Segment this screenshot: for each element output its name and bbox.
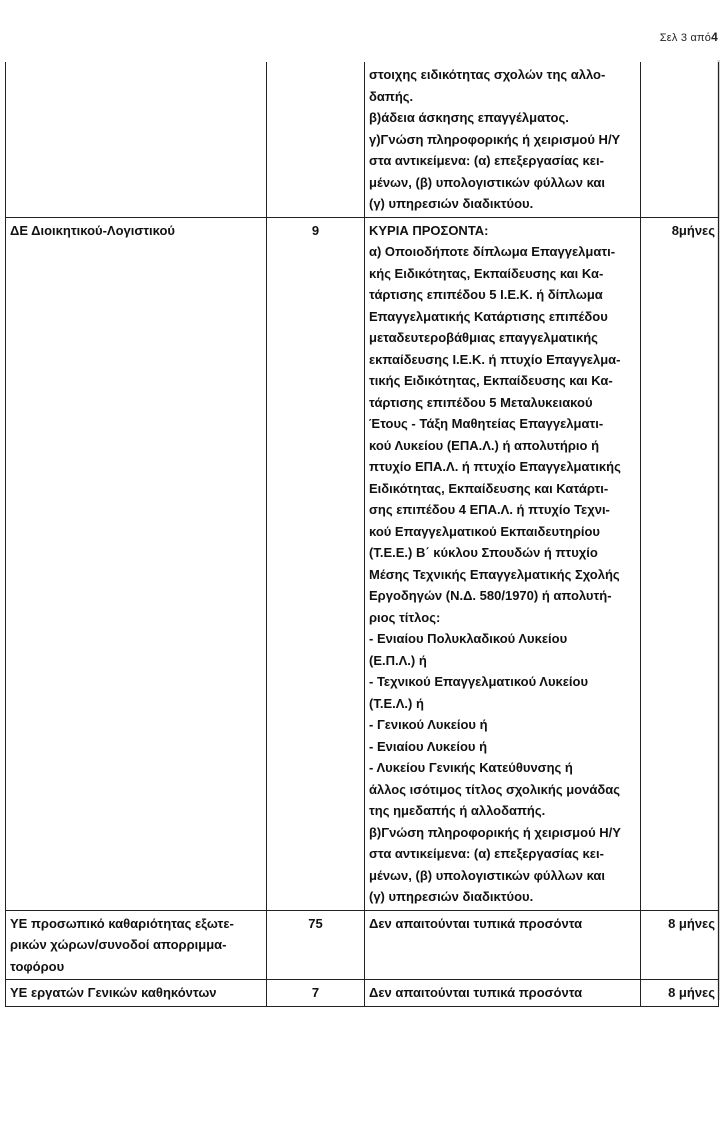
table-row bbox=[6, 910, 719, 980]
qualification-line: - Γενικού Λυκείου ή bbox=[369, 717, 488, 732]
qualification-line: - Λυκείου Γενικής Κατεύθυνσης ή bbox=[369, 760, 573, 775]
qualification-line: δαπής. bbox=[369, 88, 414, 104]
position-title-line: ΥΕ προσωπικό καθαριότητας εξωτε- bbox=[10, 915, 234, 931]
table-row bbox=[6, 62, 719, 217]
position-count: 75 bbox=[308, 915, 323, 931]
qualification-line: της ημεδαπής ή αλλοδαπής. bbox=[369, 803, 546, 818]
qualification-line: κού Επαγγελματικού Εκπαιδευτηρίου bbox=[369, 523, 600, 539]
page-number-separator: από bbox=[690, 32, 712, 44]
qualification-line: β)Γνώση πληροφορικής ή χειρισμού Η/Υ bbox=[369, 824, 621, 840]
position-count-cell bbox=[267, 62, 365, 217]
contract-duration: 8μήνες bbox=[671, 222, 715, 238]
position-title-cell bbox=[6, 217, 267, 910]
qualification-line: άλλος ισότιμος τίτλος σχολικής μονάδας bbox=[369, 781, 620, 797]
table-row bbox=[6, 217, 719, 910]
qualification-line: (Τ.Ε.Ε.) Β΄ κύκλου Σπουδών ή πτυχίο bbox=[369, 545, 598, 560]
qualification-line: Δεν απαιτούνται τυπικά προσόντα bbox=[369, 915, 583, 931]
qualification-line: στα αντικείμενα: (α) επεξεργασίας κει- bbox=[369, 153, 604, 168]
positions-table-body bbox=[6, 62, 719, 1006]
qualification-line: Μέσης Τεχνικής Επαγγελματικής Σχολής bbox=[369, 566, 620, 582]
contract-duration-cell bbox=[641, 217, 719, 910]
qualification-line: Έτους - Τάξη Μαθητείας Επαγγελματι- bbox=[369, 416, 604, 431]
position-title-cell bbox=[6, 910, 267, 980]
page-number bbox=[660, 30, 718, 44]
qualification-line: Επαγγελματικής Κατάρτισης επιπέδου bbox=[369, 308, 608, 324]
position-count-cell bbox=[267, 910, 365, 980]
qualification-line: Ειδικότητας, Εκπαίδευσης και Κατάρτι- bbox=[369, 480, 609, 496]
qualifications-cell bbox=[365, 62, 641, 217]
table-row bbox=[6, 980, 719, 1007]
qualification-line: γ)Γνώση πληροφορικής ή χειρισμού Η/Υ bbox=[369, 131, 621, 147]
qualification-line: στα αντικείμενα: (α) επεξεργασίας κει- bbox=[369, 846, 604, 861]
qualification-line: σης επιπέδου 4 ΕΠΑ.Λ. ή πτυχίο Τεχνι- bbox=[369, 502, 610, 517]
qualification-line: (γ) υπηρεσιών διαδικτύου. bbox=[369, 889, 534, 904]
page-number-current: 3 bbox=[680, 32, 688, 44]
qualification-line: μεταδευτεροβάθμιας επαγγελματικής bbox=[369, 330, 598, 345]
qualification-line: κής Ειδικότητας, Εκπαίδευσης και Κα- bbox=[369, 265, 604, 281]
qualifications-cell bbox=[365, 980, 641, 1007]
contract-duration: 8 μήνες bbox=[668, 915, 715, 931]
qualification-line: πτυχίο ΕΠΑ.Λ. ή πτυχίο Επαγγελματικής bbox=[369, 459, 621, 474]
qualification-line: στοιχης ειδικότητας σχολών της αλλο- bbox=[369, 67, 606, 82]
contract-duration-cell bbox=[641, 980, 719, 1007]
page-number-prefix: Σελ bbox=[659, 32, 678, 44]
contract-duration: 8 μήνες bbox=[668, 985, 715, 1000]
qualifications-cell bbox=[365, 217, 641, 910]
position-count: 7 bbox=[311, 985, 320, 1000]
qualification-line: τικής Ειδικότητας, Εκπαίδευσης και Κα- bbox=[369, 373, 613, 388]
qualification-line: τάρτισης επιπέδου 5 Μεταλυκειακού bbox=[369, 394, 593, 410]
qualification-line: κού Λυκείου (ΕΠΑ.Λ.) ή απολυτήριο ή bbox=[369, 437, 600, 453]
qualification-line: ριος τίτλος: bbox=[369, 609, 441, 625]
qualification-line: εκπαίδευσης Ι.Ε.Κ. ή πτυχίο Επαγγελμα- bbox=[369, 351, 621, 367]
position-count-cell bbox=[267, 980, 365, 1007]
qualification-line: μένων, (β) υπολογιστικών φύλλων και bbox=[369, 174, 605, 190]
qualification-line: (Ε.Π.Λ.) ή bbox=[369, 652, 427, 668]
position-title-line: ΥΕ εργατών Γενικών καθηκόντων bbox=[10, 985, 217, 1000]
qualification-line: β)άδεια άσκησης επαγγέλματος. bbox=[369, 110, 569, 125]
qualification-line: - Ενιαίου Λυκείου ή bbox=[369, 738, 488, 754]
position-title-line: ΔΕ Διοικητικού-Λογιστικού bbox=[10, 222, 175, 238]
qualification-line: (γ) υπηρεσιών διαδικτύου. bbox=[369, 196, 534, 211]
qualification-line: - Τεχνικού Επαγγελματικού Λυκείου bbox=[369, 674, 589, 689]
position-title-line: ρικών χώρων/συνοδοί απορριμμα- bbox=[10, 937, 227, 952]
qualification-line: μένων, (β) υπολογιστικών φύλλων και bbox=[369, 867, 605, 883]
qualification-line: (Τ.Ε.Λ.) ή bbox=[369, 695, 424, 711]
qualifications-cell bbox=[365, 910, 641, 980]
qualification-line: Δεν απαιτούνται τυπικά προσόντα bbox=[369, 985, 583, 1000]
qualification-line: τάρτισης επιπέδου 5 Ι.Ε.Κ. ή δίπλωμα bbox=[369, 287, 603, 302]
qualification-line: Εργοδηγών (Ν.Δ. 580/1970) ή απολυτή- bbox=[369, 588, 612, 603]
positions-table bbox=[5, 62, 719, 1007]
position-title-cell bbox=[6, 62, 267, 217]
qualification-line: ΚΥΡΙΑ ΠΡΟΣΟΝΤΑ: bbox=[369, 222, 489, 238]
qualification-line: - Ενιαίου Πολυκλαδικού Λυκείου bbox=[369, 631, 568, 646]
position-count: 9 bbox=[311, 222, 320, 238]
contract-duration-cell bbox=[641, 62, 719, 217]
position-count-cell bbox=[267, 217, 365, 910]
position-title-cell bbox=[6, 980, 267, 1007]
page-number-total: 4 bbox=[711, 30, 718, 44]
contract-duration-cell bbox=[641, 910, 719, 980]
position-title-line: τοφόρου bbox=[10, 958, 65, 974]
qualification-line: α) Οποιοδήποτε δίπλωμα Επαγγελματι- bbox=[369, 244, 616, 259]
